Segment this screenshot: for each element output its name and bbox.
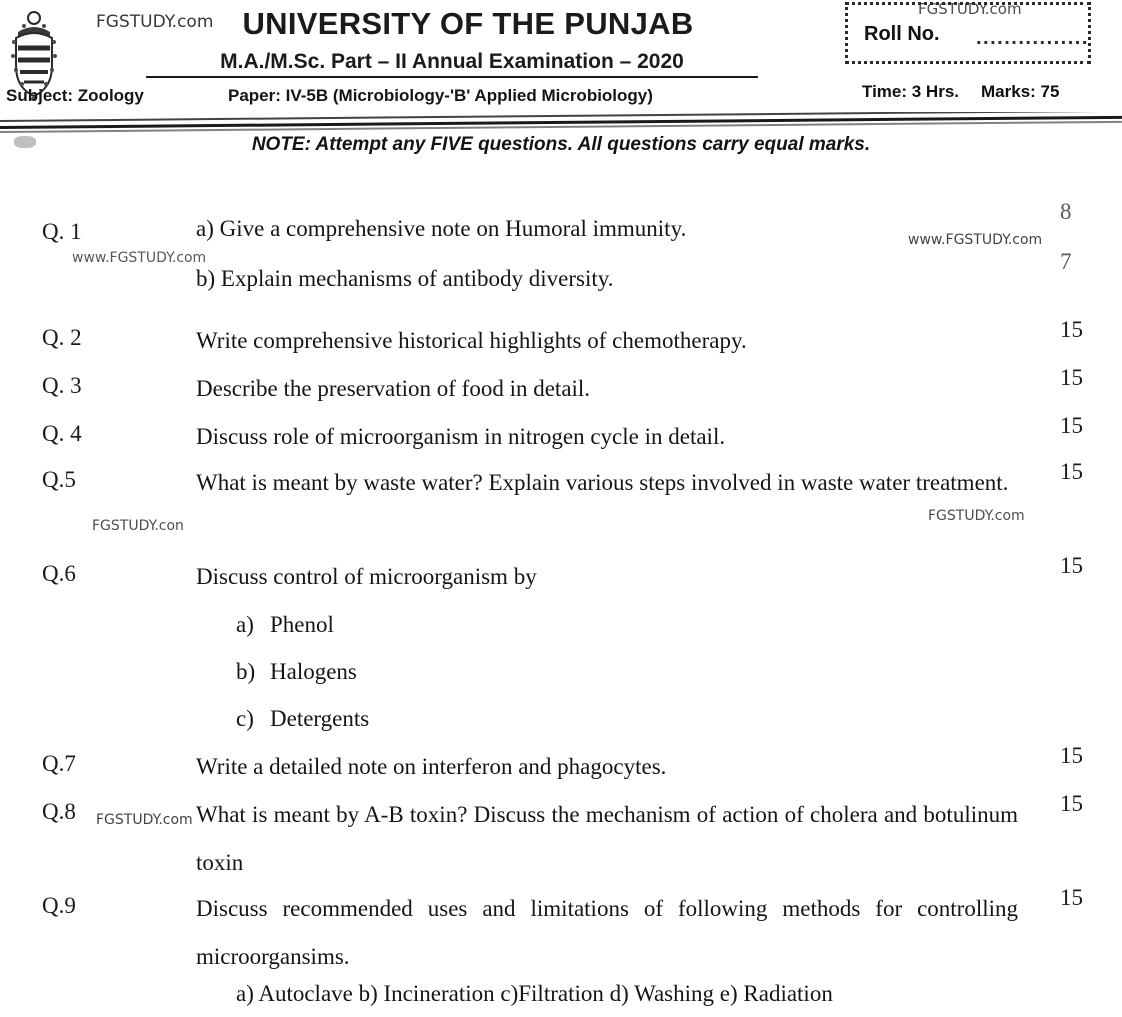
question-text: Write comprehensive historical highlights of chemotherapy. <box>196 328 747 353</box>
question-sub-item <box>236 648 369 695</box>
question-marks: 15 <box>1060 413 1083 438</box>
question-text: What is meant by waste water? Explain various steps involved in waste water treatment. <box>196 470 1009 495</box>
exam-session-line: M.A./M.Sc. Part – II Annual Examination – 2020 <box>146 50 758 78</box>
question-marks: 15 <box>1060 553 1083 578</box>
exam-header <box>0 0 1122 120</box>
question-text: Discuss role of microorganism in nitrogen cycle in detail. <box>196 424 726 449</box>
question-text: Discuss control of microorganism by <box>196 564 537 589</box>
question-number: Q.6 <box>42 561 76 586</box>
question-part-text: b) Explain mechanisms of antibody diversity. <box>196 266 614 291</box>
question-text: Write a detailed note on interferon and phagocytes. <box>196 754 667 779</box>
question-sub-item <box>236 601 369 648</box>
header-divider <box>0 112 1122 134</box>
question-number: Q.5 <box>42 467 76 492</box>
fgstudy-watermark: FGSTUDY.con <box>92 518 184 534</box>
paper-label: Paper: IV-5B (Microbiology-'B' Applied Microbiology) <box>228 86 653 105</box>
time-label: Time: 3 Hrs. <box>862 82 960 101</box>
fgstudy-watermark: FGSTUDY.com <box>96 12 214 32</box>
fgstudy-watermark: www.FGSTUDY.com <box>72 250 207 266</box>
question-part-text: a) Give a comprehensive note on Humoral immunity. <box>196 216 687 241</box>
question-number: Q.8 <box>42 799 76 824</box>
sub-item-text: Halogens <box>270 659 357 684</box>
question-number: Q. 3 <box>42 373 82 398</box>
exam-note: NOTE: Attempt any FIVE questions. All questions carry equal marks. <box>251 134 871 155</box>
fgstudy-watermark: www.FGSTUDY.com <box>908 232 1043 248</box>
question-marks: 15 <box>1060 885 1083 910</box>
question-inline-sub-items: a) Autoclave b) Incineration c)Filtration d) Washing e) Radiation <box>236 981 833 1006</box>
sub-item-label: b) <box>236 659 256 684</box>
question-marks: 8 <box>1060 199 1072 224</box>
page-title: UNIVERSITY OF THE PUNJAB <box>242 6 694 41</box>
sub-item-label: a) <box>236 612 254 637</box>
question-sub-item <box>236 695 369 742</box>
fgstudy-watermark: FGSTUDY.com <box>918 0 1022 18</box>
sub-item-text: Detergents <box>270 706 370 731</box>
total-marks-label: Marks: 75 <box>981 82 1060 101</box>
question-text: Describe the preservation of food in detail. <box>196 376 591 401</box>
sub-item-label: c) <box>236 706 254 731</box>
question-marks: 7 <box>1060 249 1072 274</box>
roll-no-box[interactable] <box>845 2 1091 64</box>
fgstudy-watermark: FGSTUDY.com <box>928 508 1025 524</box>
question-number: Q. 1 <box>42 219 82 244</box>
question-number: Q. 2 <box>42 325 82 350</box>
question-marks: 15 <box>1060 459 1083 484</box>
question-text: What is meant by A-B toxin? Discuss the mechanism of action of cholera and botulinum toxin <box>196 802 1018 875</box>
question-marks: 15 <box>1060 743 1083 768</box>
sub-item-text: Phenol <box>270 612 334 637</box>
question-marks: 15 <box>1060 317 1083 342</box>
question-number: Q.9 <box>42 893 76 918</box>
question-sub-items <box>236 601 369 742</box>
subject-label: Subject: Zoology <box>6 86 144 105</box>
question-text: Discuss recommended uses and limitations of following methods for controlling microorgansims. <box>196 896 1018 969</box>
question-number: Q.7 <box>42 751 76 776</box>
roll-no-field[interactable]: ................ <box>976 27 1089 49</box>
roll-no-label: Roll No. <box>864 23 940 45</box>
question-number: Q. 4 <box>42 421 82 446</box>
question-marks: 15 <box>1060 365 1083 390</box>
time-and-marks <box>862 82 1112 102</box>
question-marks: 15 <box>1060 791 1083 816</box>
fgstudy-watermark: FGSTUDY.com <box>96 812 193 828</box>
